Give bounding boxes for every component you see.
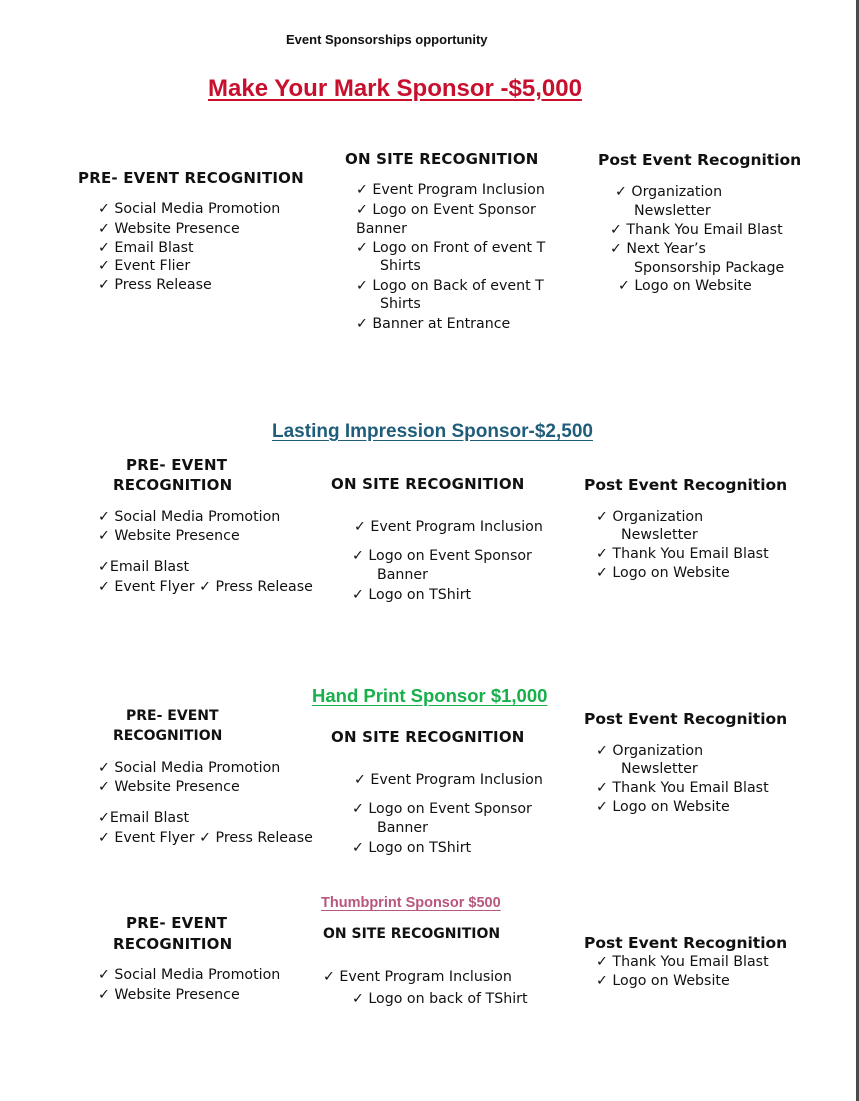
post-event-item-continued: Newsletter: [621, 527, 698, 543]
pre-event-item: ✓ Website Presence: [98, 987, 240, 1003]
on-site-item: ✓ Banner at Entrance: [356, 316, 511, 332]
on-site-item-continued: Banner: [377, 567, 428, 583]
pre-event-heading: PRE- EVENT: [126, 708, 219, 724]
pre-event-item: ✓ Press Release: [98, 277, 212, 293]
post-event-heading: Post Event Recognition: [584, 710, 788, 728]
on-site-item: ✓ Event Program Inclusion: [323, 969, 512, 985]
on-site-item: ✓ Event Program Inclusion: [356, 182, 545, 198]
post-event-item: ✓ Logo on Website: [618, 278, 752, 294]
on-site-item: ✓ Logo on Event Sponsor: [352, 801, 532, 817]
post-event-item: ✓ Thank You Email Blast: [596, 954, 769, 970]
post-event-heading: Post Event Recognition: [584, 476, 788, 494]
tier-title-thumbprint: Thumbprint Sponsor $500: [321, 895, 501, 911]
on-site-item-continued: Banner: [356, 221, 407, 237]
tier-title-make-your-mark: Make Your Mark Sponsor -$5,000: [208, 75, 582, 102]
pre-event-item: ✓ Social Media Promotion: [98, 201, 281, 217]
tier-title-lasting-impression: Lasting Impression Sponsor-$2,500: [272, 421, 593, 442]
post-event-item: ✓ Logo on Website: [596, 565, 730, 581]
pre-event-heading: PRE- EVENT RECOGNITION: [78, 169, 304, 187]
pre-event-heading-continued: RECOGNITION: [113, 935, 233, 953]
pre-event-item: ✓ Social Media Promotion: [98, 509, 281, 525]
on-site-item: ✓ Event Program Inclusion: [354, 772, 543, 788]
pre-event-item: ✓ Event Flier: [98, 258, 191, 274]
pre-event-item: ✓ Website Presence: [98, 528, 240, 544]
pre-event-item: ✓ Website Presence: [98, 779, 240, 795]
pre-event-heading: PRE- EVENT: [126, 456, 228, 474]
tier-title-hand-print: Hand Print Sponsor $1,000: [312, 685, 548, 706]
on-site-item-continued: Shirts: [380, 258, 421, 274]
post-event-item: ✓ Logo on Website: [596, 973, 730, 989]
post-event-item: ✓ Organization: [596, 743, 704, 759]
pre-event-item: ✓ Event Flyer ✓ Press Release: [98, 579, 313, 595]
on-site-item: ✓ Event Program Inclusion: [354, 519, 543, 535]
on-site-item-continued: Shirts: [380, 296, 421, 312]
on-site-item: ✓ Logo on Event Sponsor: [352, 548, 532, 564]
on-site-heading: ON SITE RECOGNITION: [331, 728, 525, 746]
post-event-item: ✓ Logo on Website: [596, 799, 730, 815]
pre-event-item: ✓ Website Presence: [98, 221, 240, 237]
post-event-item-continued: Newsletter: [634, 203, 711, 219]
document-title: Event Sponsorships opportunity: [286, 32, 488, 47]
on-site-heading: ON SITE RECOGNITION: [345, 150, 539, 168]
on-site-item: ✓ Logo on Back of event T: [356, 278, 544, 294]
pre-event-heading-continued: RECOGNITION: [113, 728, 223, 744]
on-site-item: ✓ Logo on TShirt: [352, 587, 472, 603]
pre-event-item: ✓Email Blast: [98, 810, 190, 826]
pre-event-heading: PRE- EVENT: [126, 914, 228, 932]
pre-event-item: ✓ Event Flyer ✓ Press Release: [98, 830, 313, 846]
on-site-heading: ON SITE RECOGNITION: [323, 926, 501, 942]
on-site-item: ✓ Logo on Front of event T: [356, 240, 546, 256]
post-event-item-continued: Newsletter: [621, 761, 698, 777]
post-event-item-continued: Sponsorship Package: [634, 260, 785, 276]
post-event-item: ✓ Thank You Email Blast: [596, 546, 769, 562]
post-event-heading: Post Event Recognition: [584, 934, 788, 952]
on-site-item-continued: Banner: [377, 820, 428, 836]
pre-event-item: ✓ Email Blast: [98, 240, 194, 256]
post-event-item: ✓ Organization: [615, 184, 723, 200]
on-site-item: ✓ Logo on TShirt: [352, 840, 472, 856]
post-event-item: ✓ Organization: [596, 509, 704, 525]
on-site-item: ✓ Logo on back of TShirt: [352, 991, 528, 1007]
post-event-item: ✓ Thank You Email Blast: [596, 780, 769, 796]
post-event-heading: Post Event Recognition: [598, 151, 802, 169]
pre-event-item: ✓ Social Media Promotion: [98, 760, 281, 776]
on-site-item: ✓ Logo on Event Sponsor: [356, 202, 536, 218]
on-site-heading: ON SITE RECOGNITION: [331, 475, 525, 493]
pre-event-item: ✓Email Blast: [98, 559, 190, 575]
pre-event-heading-continued: RECOGNITION: [113, 476, 233, 494]
pre-event-item: ✓ Social Media Promotion: [98, 967, 281, 983]
post-event-item: ✓ Thank You Email Blast: [610, 222, 783, 238]
post-event-item: ✓ Next Year’s: [610, 241, 706, 257]
